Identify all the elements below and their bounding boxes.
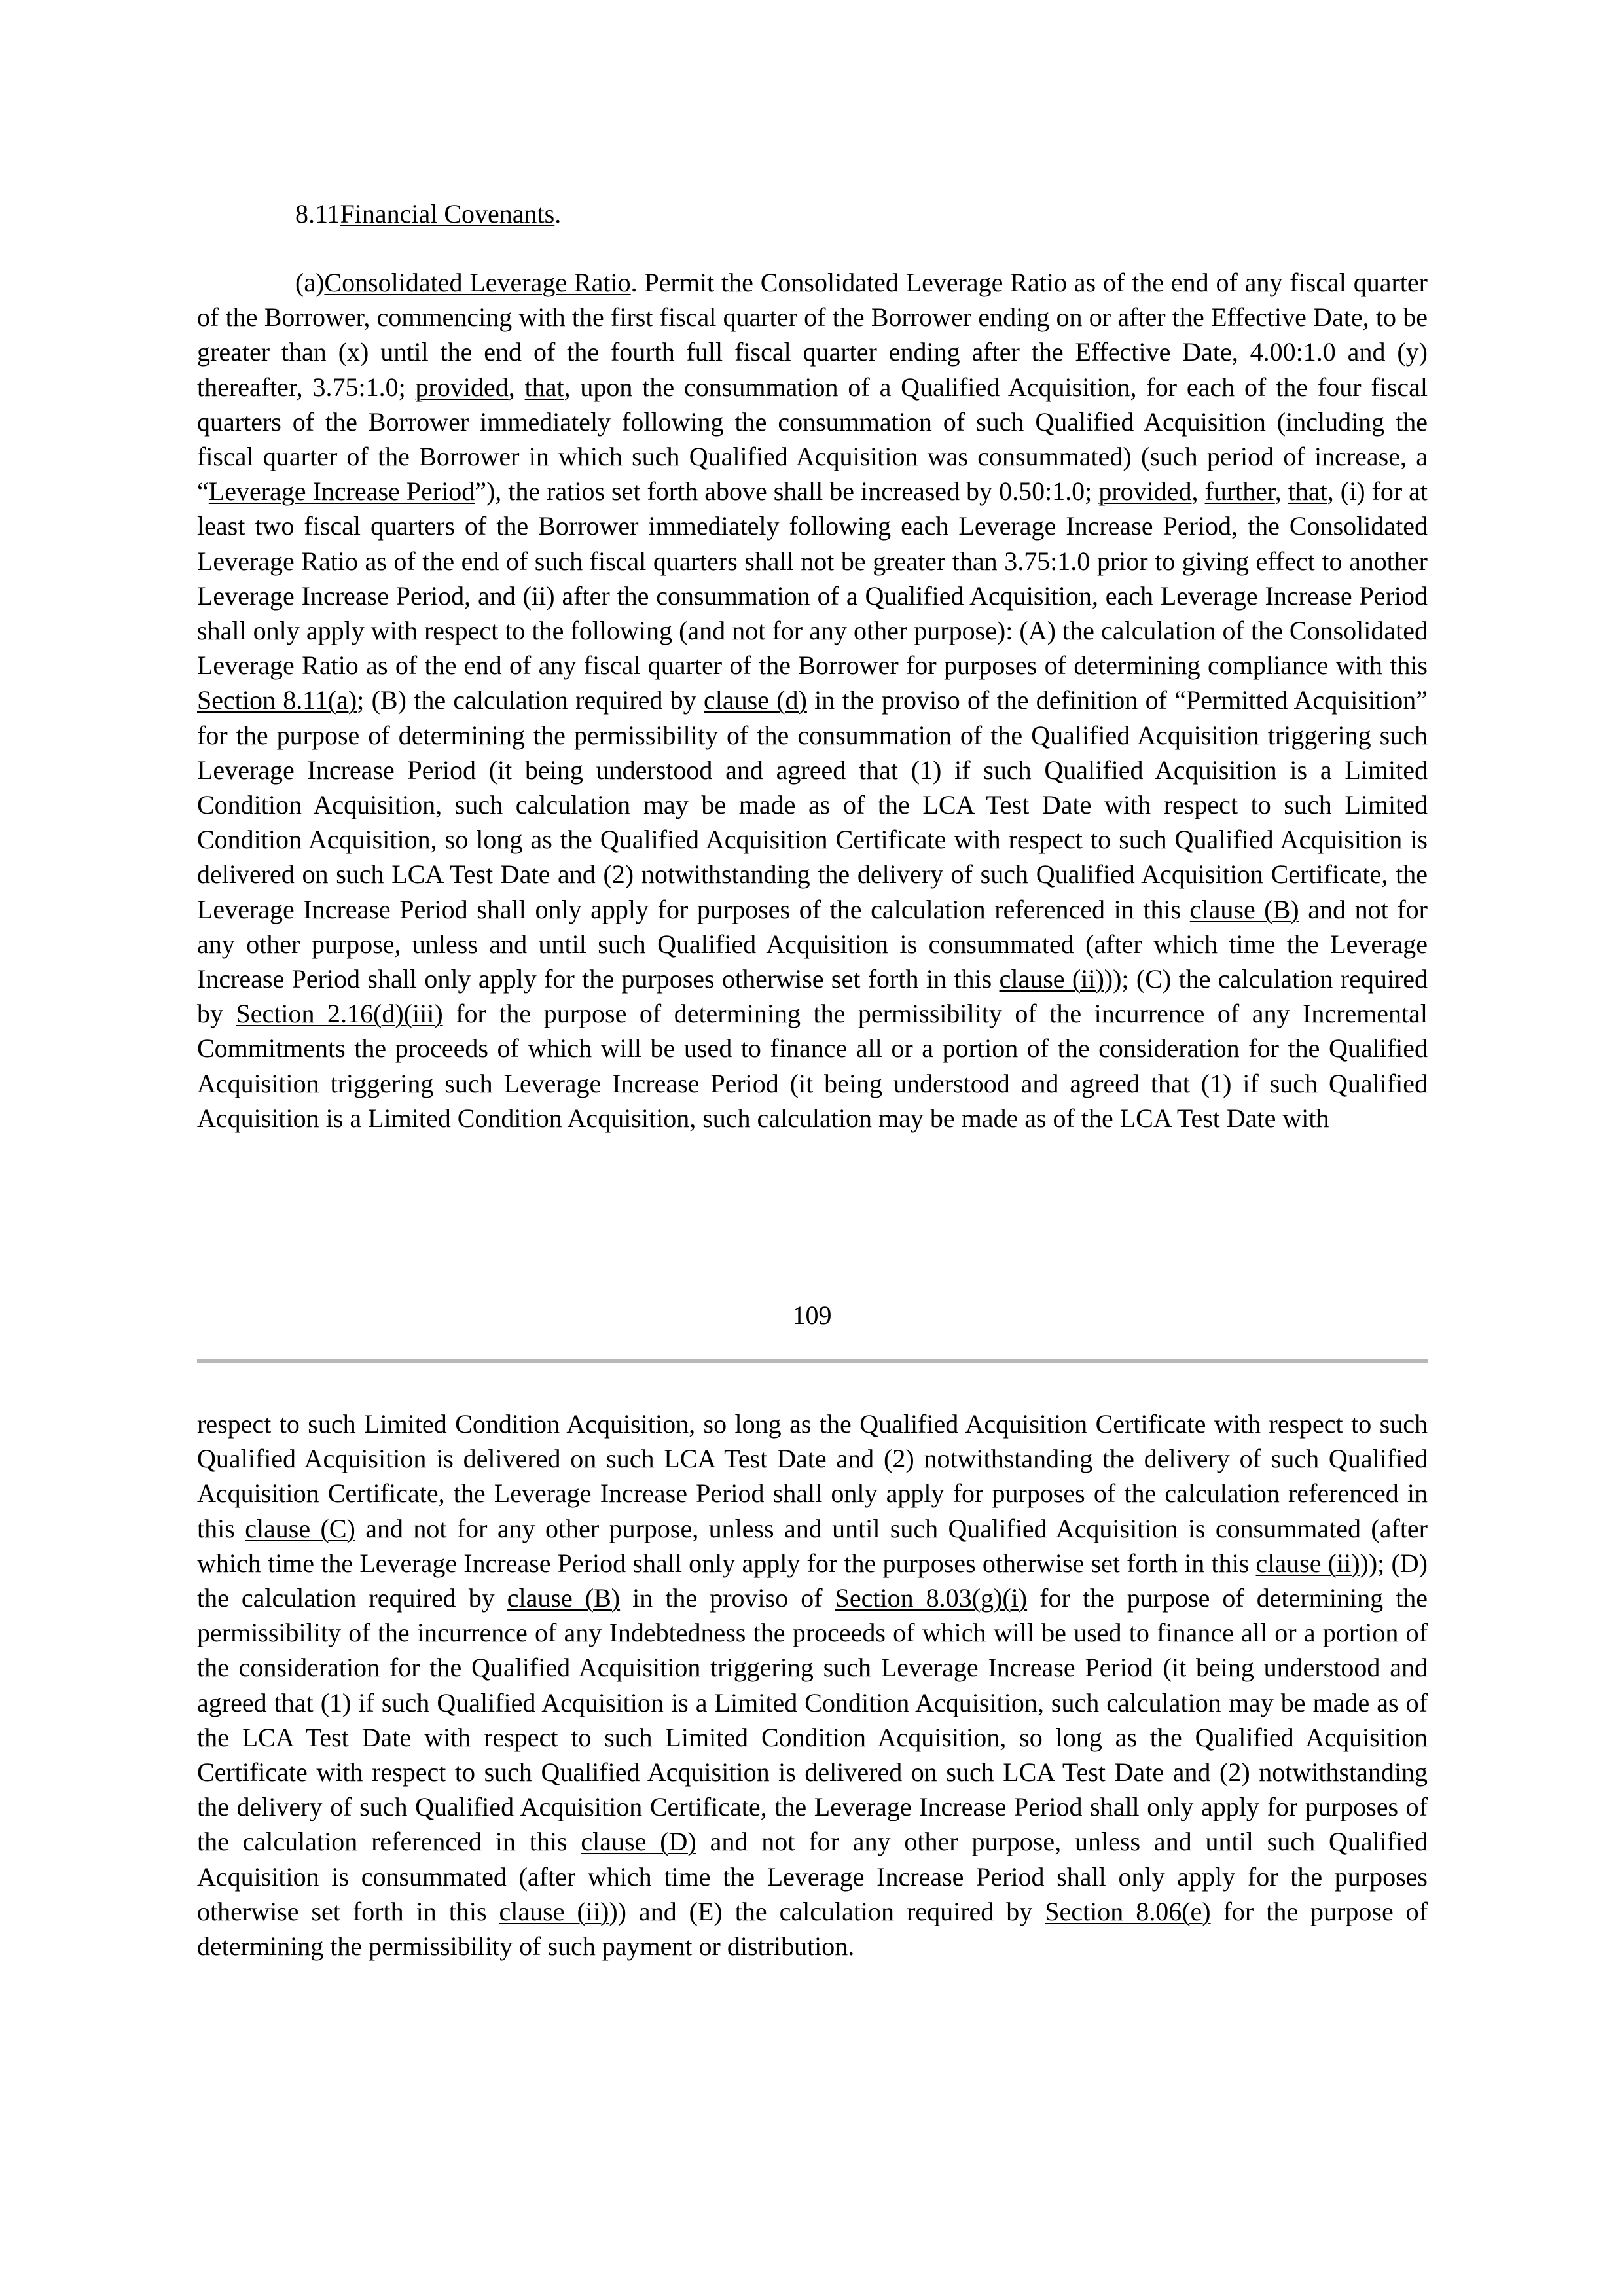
paragraph-text: ; (B) the calculation required by [357, 685, 704, 715]
paragraph-a [197, 265, 1428, 1136]
paragraph-text: , [1191, 476, 1205, 507]
defined-term-leverage-increase-period: Leverage Increase Period [208, 476, 475, 507]
cross-reference-section-2-16: Section 2.16(d)(iii) [236, 999, 443, 1029]
paragraph-text: )); (D) the calculation required by [197, 1548, 1428, 1613]
provided-term: provided [415, 372, 509, 402]
section-title: Financial Covenants [340, 199, 555, 228]
cross-reference-clause-d: clause (d) [703, 685, 807, 715]
cross-reference-clause-ii: clause (ii) [1255, 1548, 1360, 1578]
paragraph-text: and not for any other purpose, unless and until such Qualified Acquisition is consummated (after which time the Leverage Increase Period shall only apply for the purposes otherwise set forth in this [197, 1513, 1428, 1578]
provided-term: provided [1098, 476, 1192, 507]
cross-reference-clause-b: clause (B) [507, 1583, 621, 1613]
paragraph-heading: Consolidated Leverage Ratio [324, 268, 631, 297]
cross-reference-clause-b: clause (B) [1189, 894, 1299, 924]
paragraph-marker: (a) [295, 268, 325, 297]
cross-reference-clause-ii: clause (ii) [499, 1896, 609, 1926]
cross-reference-clause-c: clause (C) [245, 1513, 355, 1543]
paragraph-text: , [1274, 476, 1288, 507]
page-break-divider [197, 1359, 1428, 1363]
section-number: 8.11 [295, 199, 340, 228]
cross-reference-section-8-11-a: Section 8.11(a) [197, 685, 357, 715]
that-term: that [524, 372, 564, 402]
paragraph-text: )) and (E) the calculation required by [609, 1896, 1045, 1926]
paragraph-text: in the proviso of the definition of “Permitted Acquisition” for the purpose of determining the permissibility of the consummation of the Qualified Acquisition triggering such Leverage Increase Period (it being understood and agreed that (1) if such Qualified Acquisition is a Limited Condition Acquisition, such calculation may be made as of the LCA Test Date with respect to such Limited Condition Acquisition, so long as the Qualified Acquisition Certificate with respect to such Qualified Acquisition is delivered on such LCA Test Date and (2) notwithstanding the delivery of such Qualified Acquisition Certificate, the Leverage Increase Period shall only apply for purposes of the calculation referenced in this [197, 685, 1428, 924]
paragraph-text: and not for any other purpose, unless and until such Qualified Acquisition is consummated (after which time the Leverage Increase Period shall only apply for the purposes otherwise set forth in this [197, 1827, 1428, 1926]
cross-reference-section-8-03: Section 8.03(g)(i) [835, 1583, 1028, 1613]
paragraph-text: )); (C) the calculation required by [197, 964, 1428, 1029]
cross-reference-clause-ii: clause (ii) [999, 964, 1104, 994]
paragraph-text: and not for any other purpose, unless and until such Qualified Acquisition is consummated (after which time the Leverage Increase Period shall only apply for the purposes otherwise set forth in this [197, 894, 1428, 994]
page-number: 109 [792, 1300, 832, 1330]
paragraph-text: for the purpose of determining the permissibility of such payment or distribution. [197, 1896, 1428, 1962]
paragraph-text: for the purpose of determining the permissibility of the incurrence of any Incremental Commitments the proceeds of which will be used to finance all or a portion of the consideration for the Qualified Acquisition triggering such Leverage Increase Period (it being understood and agreed that (1) if such Qualified Acquisition is a Limited Condition Acquisition, such calculation may be made as of the LCA Test Date with [197, 999, 1428, 1133]
paragraph-text: , [508, 372, 525, 402]
section-heading [295, 198, 561, 230]
paragraph-text: for the purpose of determining the permissibility of the incurrence of any Indebtedness the proceeds of which will be used to finance all or a portion of the consideration for the Qualified Acquisition triggering such Leverage Increase Period (it being understood and agreed that (1) if such Qualified Acquisition is a Limited Condition Acquisition, such calculation may be made as of the LCA Test Date with respect to such Limited Condition Acquisition, so long as the Qualified Acquisition Certificate with respect to such Qualified Acquisition is delivered on such LCA Test Date and (2) notwithstanding the delivery of such Qualified Acquisition Certificate, the Leverage Increase Period shall only apply for purposes of the calculation referenced in this [197, 1583, 1428, 1857]
paragraph-text: ”), the ratios set forth above shall be increased by 0.50:1.0; [475, 476, 1099, 507]
that-term: that [1288, 476, 1327, 507]
paragraph-continuation [197, 1407, 1428, 1964]
paragraph-text: , upon the consummation of a Qualified Acquisition, for each of the four fiscal quarters of the Borrower immediately following the consummation of such Qualified Acquisition (including the fiscal quarter of the Borrower in which such Qualified Acquisition was consummated) (such period of increase, a “ [197, 372, 1428, 507]
section-heading-period: . [554, 199, 562, 228]
paragraph-text: respect to such Limited Condition Acquisition, so long as the Qualified Acquisition Certificate with respect to such Qualified Acquisition is delivered on such LCA Test Date and (2) notwithstanding the delivery of such Qualified Acquisition Certificate, the Leverage Increase Period shall only apply for purposes of the calculation referenced in this [197, 1409, 1428, 1543]
cross-reference-section-8-06: Section 8.06(e) [1045, 1896, 1211, 1926]
paragraph-text: . Permit the Consolidated Leverage Ratio as of the end of any fiscal quarter of the Borrower, commencing with the first fiscal quarter of the Borrower ending on or after the Effective Date, to be greater than (x) until the end of the fourth full fiscal quarter ending after the Effective Date, 4.00:1.0 and (y) thereafter, 3.75:1.0; [197, 268, 1428, 402]
further-term: further [1204, 476, 1275, 507]
cross-reference-clause-d-upper: clause (D) [581, 1827, 696, 1857]
paragraph-text: in the proviso of [620, 1583, 835, 1613]
paragraph-text: , (i) for at least two fiscal quarters of the Borrower immediately following each Leverage Increase Period, the Consolidated Leverage Ratio as of the end of such fiscal quarters shall not be greater than 3.75:1.0 prior to giving effect to another Leverage Increase Period, and (ii) after the consummation of a Qualified Acquisition, each Leverage Increase Period shall only apply with respect to the following (and not for any other purpose): (A) the calculation of the Consolidated Leverage Ratio as of the end of any fiscal quarter of the Borrower for purposes of determining compliance with this [197, 476, 1428, 681]
